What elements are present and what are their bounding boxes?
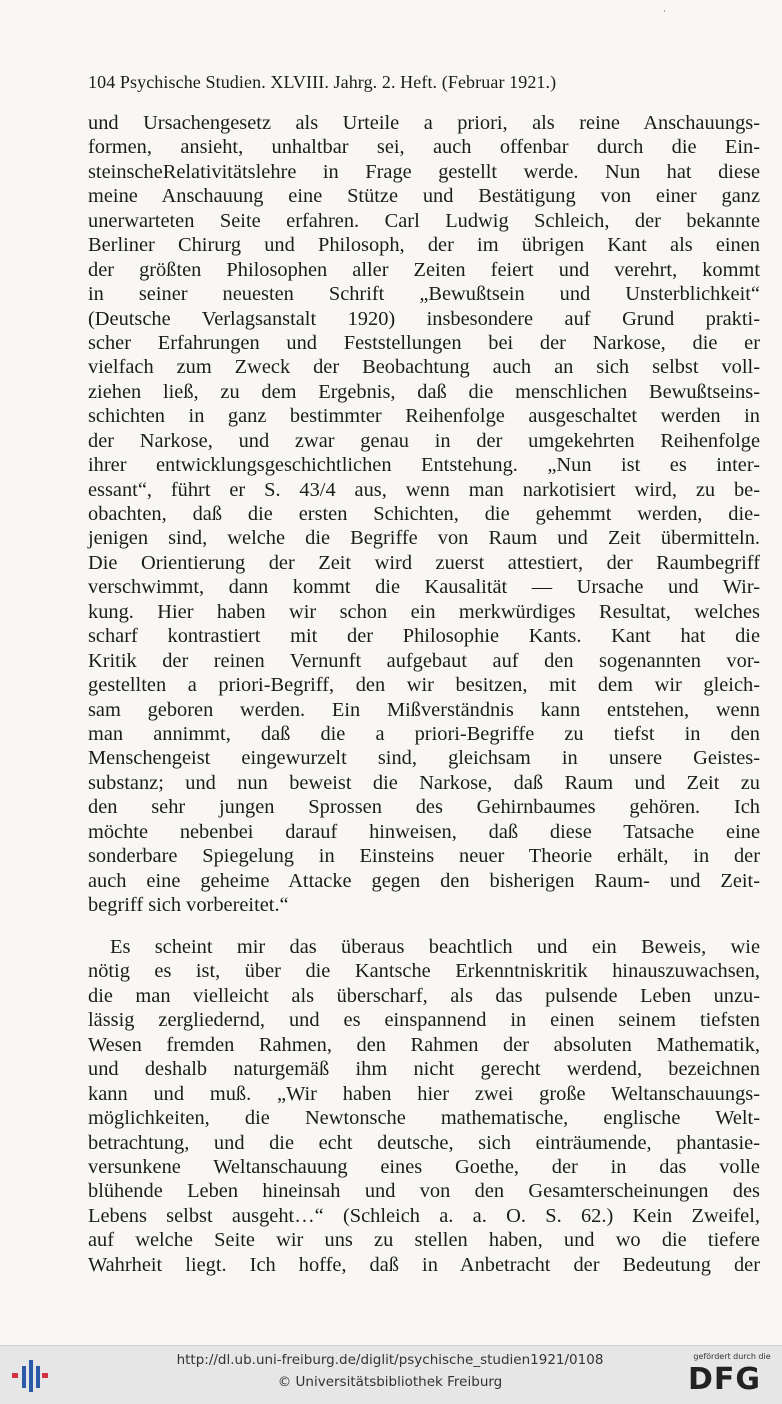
text-line: Wahrheit liegt. Ich hoffe, daß in Anbetracht der Bedeutung der	[88, 1253, 760, 1276]
text-line: versunkene Weltanschauung eines Goethe, der in das volle	[88, 1155, 760, 1178]
text-line: scher Erfahrungen und Feststellungen bei der Narkose, die er	[88, 331, 760, 354]
text-line: man annimmt, daß die a priori-Begriffe zu tiefst in den	[88, 722, 760, 745]
text-line: obachten, daß die ersten Schichten, die gehemmt werden, die-	[88, 503, 760, 525]
text-line: sonderbare Spiegelung in Einsteins neuer Theorie erhält, in der	[88, 845, 760, 868]
text-line: formen, ansieht, unhaltbar sei, auch offenbar durch die Ein-	[88, 136, 760, 159]
dfg-logo	[686, 1352, 778, 1400]
text-line: schichten in ganz bestimmter Reihenfolge ausgeschaltet werden in	[88, 405, 760, 428]
text-line: essant“, führt er S. 43/4 aus, wenn man narkotisiert wird, zu be-	[88, 478, 760, 501]
dfg-caption: gefördert durch die	[693, 1352, 771, 1361]
running-head: 104 Psychische Studien. XLVIII. Jahrg. 2. Heft. (Februar 1921.)	[88, 72, 557, 92]
text-line: sam geboren werden. Ein Mißverständnis kann entstehen, wenn	[88, 698, 760, 721]
text-line: substanz; und nun beweist die Narkose, daß Raum und Zeit zu	[88, 771, 760, 794]
text-line: der Narkose, und zwar genau in der umgekehrten Reihenfolge	[88, 429, 760, 452]
text-line: möchte nebenbei darauf hinweisen, daß diese Tatsache eine	[88, 820, 760, 843]
corner-mark: ˙	[662, 10, 667, 21]
text-line: Berliner Chirurg und Philosoph, der im übrigen Kant als einen	[88, 234, 760, 257]
text-line: gestellten a priori-Begriff, den wir besitzen, mit dem wir gleich-	[88, 674, 760, 697]
text-line: begriff sich vorbereitet.“	[88, 894, 289, 916]
paragraph-1	[88, 111, 760, 917]
text-line: möglichkeiten, die Newtonsche mathematische, englische Welt-	[88, 1107, 760, 1130]
text-line: lässig zergliedernd, und es einspannend in einen seinem tiefsten	[88, 1009, 760, 1032]
copyright-text: © Universitätsbibliothek Freiburg	[277, 1374, 503, 1390]
text-line: meine Anschauung eine Stütze und Bestätigung von einer ganz	[88, 185, 760, 208]
text-line: Kritik der reinen Vernunft aufgebaut auf den sogenannten vor-	[88, 649, 760, 672]
text-line: ihrer entwicklungsgeschichtlichen Entstehung. „Nun ist es inter-	[88, 454, 760, 477]
text-line: und Ursachengesetz als Urteile a priori, als reine Anschauungs-	[88, 112, 760, 134]
text-line: nötig es ist, über die Kantsche Erkenntniskritik hinauszuwachsen,	[88, 960, 760, 983]
text-line: unerwarteten Seite erfahren. Carl Ludwig Schleich, der bekannte	[88, 209, 760, 232]
text-line: Es scheint mir das überaus beachtlich und ein Beweis, wie	[110, 936, 760, 958]
text-line: jenigen sind, welche die Begriffe von Raum und Zeit übermitteln.	[88, 527, 760, 550]
dfg-letters: DFG	[688, 1362, 762, 1397]
text-line: auch eine geheime Attacke gegen den bisherigen Raum- und Zeit-	[88, 869, 760, 892]
text-line: auf welche Seite wir uns zu stellen haben, und wo die tiefere	[88, 1229, 760, 1252]
text-line: den sehr jungen Sprossen des Gehirnbaumes gehören. Ich	[88, 796, 760, 819]
text-line: blühende Leben hineinsah und von den Gesamterscheinungen des	[88, 1180, 760, 1203]
text-line: betrachtung, und die echt deutsche, sich einträumende, phantasie-	[88, 1131, 760, 1154]
text-line: scharf kontrastiert mit der Philosophie Kants. Kant hat die	[88, 625, 760, 648]
text-line: steinscheRelativitätslehre in Frage gestellt werde. Nun hat diese	[88, 160, 760, 183]
text-line: und deshalb naturgemäß ihm nicht gerecht werdend, bezeichnen	[88, 1058, 760, 1081]
text-line: Wesen fremden Rahmen, den Rahmen der absoluten Mathematik,	[88, 1033, 760, 1056]
text-line: kann und muß. „Wir haben hier zwei große Weltanschauungs-	[88, 1082, 760, 1105]
text-line: kung. Hier haben wir schon ein merkwürdiges Resultat, welches	[88, 600, 760, 623]
text-line: die man vielleicht als überscharf, als das pulsende Leben unzu-	[88, 984, 760, 1007]
text-line: ziehen ließ, zu dem Ergebnis, daß die menschlichen Bewußtseins-	[88, 380, 760, 403]
footer-bar	[0, 1345, 782, 1404]
text-line: Menschengeist eingewurzelt sind, gleichsam in unsere Geistes-	[88, 747, 760, 770]
text-line: (Deutsche Verlagsanstalt 1920) insbesondere auf Grund prakti-	[88, 307, 760, 330]
text-line: in seiner neuesten Schrift „Bewußtsein und Unsterblichkeit“	[88, 283, 760, 306]
text-line: vielfach zum Zweck der Beobachtung auch an sich selbst voll-	[88, 356, 760, 379]
source-url-link[interactable]: http://dl.ub.uni-freiburg.de/diglit/psychische_studien1921/0108	[176, 1352, 604, 1368]
text-line: Lebens selbst ausgeht…“ (Schleich a. a. O. S. 62.) Kein Zweifel,	[88, 1204, 760, 1227]
text-line: verschwimmt, dann kommt die Kausalität — Ursache und Wir-	[88, 576, 760, 599]
paragraph-2	[88, 935, 760, 1277]
text-line: Die Orientierung der Zeit wird zuerst attestiert, der Raumbegriff	[88, 551, 760, 574]
ub-freiburg-logo-icon	[10, 1358, 50, 1394]
text-line: der größten Philosophen aller Zeiten feiert und verehrt, kommt	[88, 258, 760, 281]
